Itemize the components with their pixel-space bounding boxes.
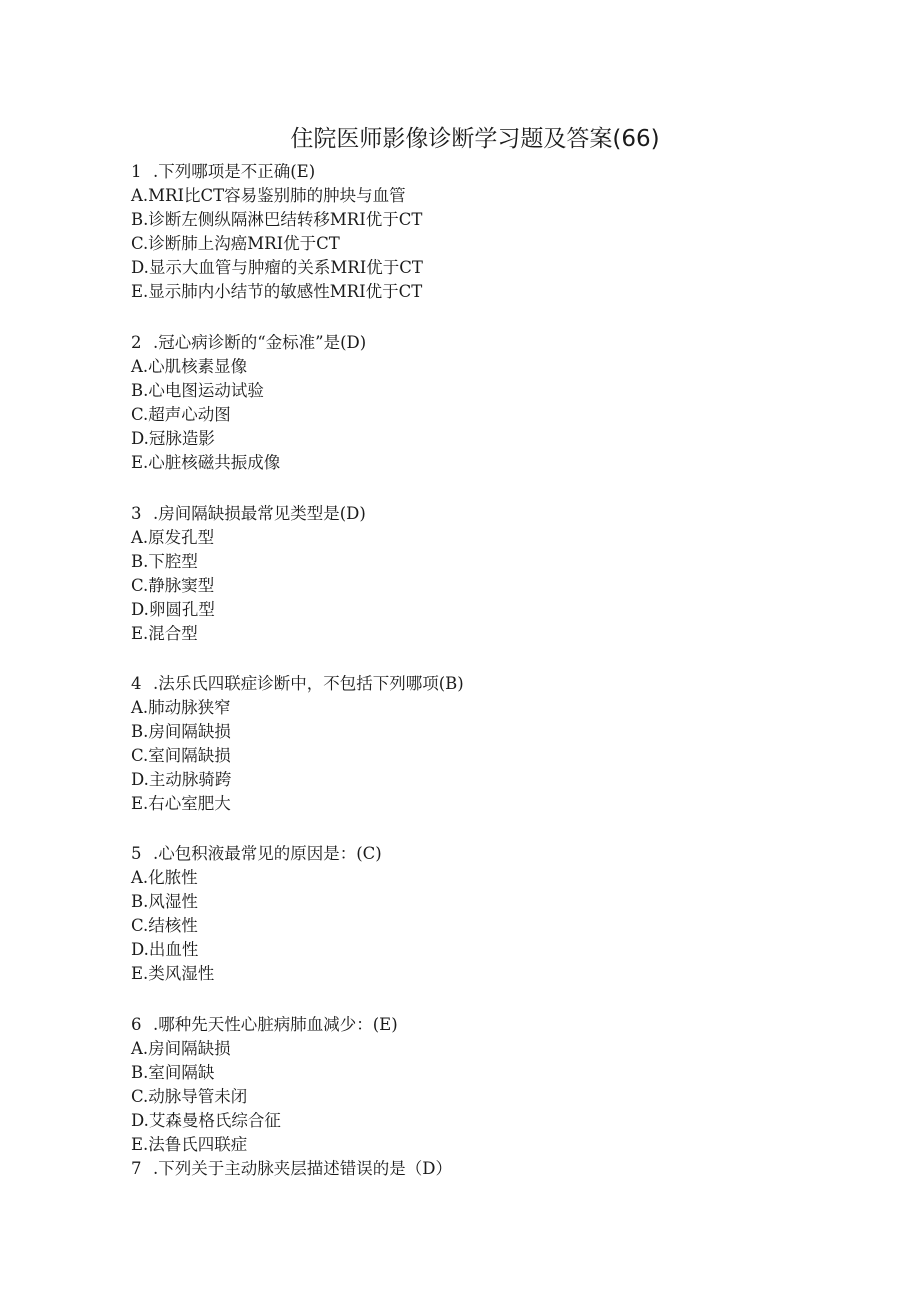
option-b: B.室间隔缺 bbox=[131, 1063, 215, 1082]
question-1 bbox=[131, 160, 423, 304]
option-d: D.艾森曼格氏综合征 bbox=[131, 1111, 281, 1130]
question-text: .下列哪项是不正确(E) bbox=[153, 162, 316, 181]
question-stem bbox=[131, 1157, 452, 1181]
option-a: A.化脓性 bbox=[131, 868, 198, 887]
question-stem bbox=[131, 1013, 398, 1037]
question-text: .哪种先天性心脏病肺血减少：(E) bbox=[153, 1015, 398, 1034]
option-b: B.风湿性 bbox=[131, 892, 198, 911]
question-text: .冠心病诊断的“金标准”是(D) bbox=[153, 333, 367, 352]
option-e: E.法鲁氏四联症 bbox=[131, 1135, 248, 1154]
option-b: B.诊断左侧纵隔淋巴结转移MRI优于CT bbox=[131, 210, 423, 229]
option-a: A.房间隔缺损 bbox=[131, 1039, 231, 1058]
option-a: A.心肌核素显像 bbox=[131, 357, 248, 376]
question-number: 5 bbox=[131, 844, 142, 863]
document-title: 住院医师影像诊断学习题及答案(66) bbox=[290, 126, 660, 152]
question-number: 6 bbox=[131, 1015, 142, 1034]
option-c: C.结核性 bbox=[131, 916, 198, 935]
option-b: B.心电图运动试验 bbox=[131, 381, 264, 400]
question-5 bbox=[131, 842, 382, 986]
option-a: A.MRI比CT容易鉴别肺的肿块与血管 bbox=[131, 186, 406, 205]
option-a: A.肺动脉狭窄 bbox=[131, 698, 231, 717]
question-number: 1 bbox=[131, 162, 142, 181]
option-c: C.动脉导管未闭 bbox=[131, 1087, 248, 1106]
option-e: E.类风湿性 bbox=[131, 964, 215, 983]
question-number: 7 bbox=[131, 1159, 142, 1178]
question-7 bbox=[131, 1157, 452, 1181]
option-b: B.下腔型 bbox=[131, 552, 198, 571]
question-number: 3 bbox=[131, 504, 142, 523]
option-a: A.原发孔型 bbox=[131, 528, 215, 547]
question-4 bbox=[131, 672, 464, 816]
option-d: D.主动脉骑跨 bbox=[131, 770, 232, 789]
question-text: .法乐氏四联症诊断中，不包括下列哪项(B) bbox=[153, 674, 464, 693]
option-d: D.冠脉造影 bbox=[131, 429, 215, 448]
option-d: D.出血性 bbox=[131, 940, 199, 959]
question-stem bbox=[131, 160, 423, 184]
question-number: 4 bbox=[131, 674, 142, 693]
question-text: .下列关于主动脉夹层描述错误的是（D） bbox=[153, 1159, 452, 1178]
question-text: .心包积液最常见的原因是：(C) bbox=[153, 844, 382, 863]
option-c: C.静脉窦型 bbox=[131, 576, 215, 595]
question-3 bbox=[131, 502, 366, 646]
question-stem bbox=[131, 502, 366, 526]
option-e: E.显示肺内小结节的敏感性MRI优于CT bbox=[131, 282, 423, 301]
option-b: B.房间隔缺损 bbox=[131, 722, 231, 741]
question-number: 2 bbox=[131, 333, 142, 352]
option-d: D.卵圆孔型 bbox=[131, 600, 215, 619]
option-e: E.混合型 bbox=[131, 624, 198, 643]
option-c: C.室间隔缺损 bbox=[131, 746, 231, 765]
option-e: E.右心室肥大 bbox=[131, 794, 231, 813]
option-d: D.显示大血管与肿瘤的关系MRI优于CT bbox=[131, 258, 423, 277]
option-c: C.超声心动图 bbox=[131, 405, 231, 424]
option-c: C.诊断肺上沟癌MRI优于CT bbox=[131, 234, 340, 253]
question-6 bbox=[131, 1013, 398, 1157]
question-text: .房间隔缺损最常见类型是(D) bbox=[153, 504, 366, 523]
option-e: E.心脏核磁共振成像 bbox=[131, 453, 281, 472]
question-stem bbox=[131, 672, 464, 696]
question-2 bbox=[131, 331, 366, 475]
question-stem bbox=[131, 331, 366, 355]
question-stem bbox=[131, 842, 382, 866]
